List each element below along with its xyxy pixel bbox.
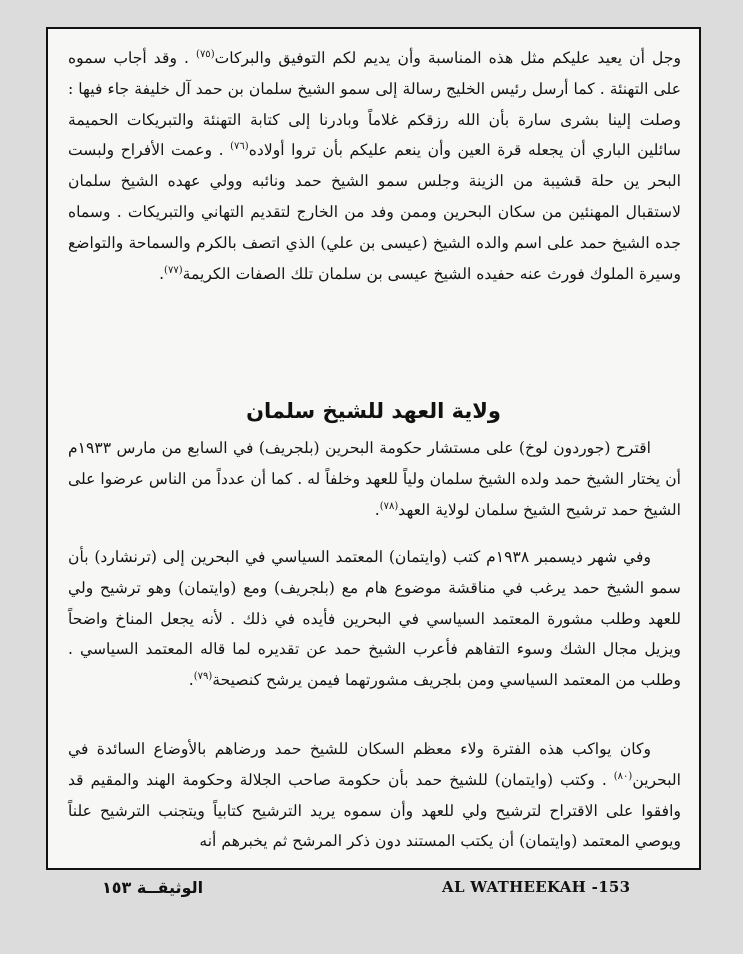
- section-heading: ولاية العهد للشيخ سلمان: [246, 399, 501, 423]
- paragraph-1-text-d: .: [159, 264, 165, 283]
- footnote-ref-78: (٧٨): [379, 500, 399, 512]
- footer-arabic-title: الوثيقــة ١٥٣: [102, 878, 204, 897]
- paragraph-4-text-b: . وكتب (وايتمان) للشيخ حمد بأن حكومة صاحب الجلالة وحكومة الهند والمقيم قد وافقوا على الاقتراح لترشيح ولي للعهد وأن سموه يريد الترشيح كتابياً ويتجنب الترشيح علناً ويوصي المعتمد (وايتمان) أن يكتب المستند دون ذكر المرشح ثم يخبرهم أنه: [68, 770, 681, 851]
- paragraph-3-text-a: وفي شهر ديسمبر ١٩٣٨م كتب (وايتمان) المعتمد السياسي في البحرين إلى (ترنشارد) بأن سمو الشيخ حمد يرغب في مناقشة موضوع هام مع (بلجريف) ومع (وايتمان) وهو ترشيح ولي للعهد وطلب مشورة المعتمد السياسي في البحرين فأيده في ذلك . لأنه يجعل المناخ واضحاً ويزيل مجال الشك وسوء التفاهم فأعرب الشيخ حمد عن تقديره لما قاله المعتمد السياسي . وطلب من المعتمد السياسي ومن بلجريف مشورتهما فيمن يرشح كنصيحة: [68, 548, 681, 690]
- paragraph-1-text-b: . وقد أجاب سموه على التهنئة . كما أرسل رئيس الخليج رسالة إلى سمو الشيخ سلمان بن حمد آل خليفة جاء فيها : وصلت إلينا بشرى سارة بأن الله رزقكم غلاماً وبادرنا إلى كتابة التهنئة والتبريكات الحميمة سائلين الباري أن يجعله قرة العين وأن ينعم عليكم بأن تروا أولاده: [68, 49, 681, 160]
- footnote-ref-79: (٧٩): [193, 671, 213, 682]
- body-paragraph-2: [68, 433, 681, 525]
- footnote-ref-80: (٨٠): [613, 770, 633, 782]
- paragraph-4-text-a: وكان يواكب هذه الفترة ولاء معظم السكان للشيخ حمد ورضاهم بالأوضاع السائدة في البحرين: [68, 740, 681, 789]
- footnote-ref-77: (٧٧): [164, 264, 183, 276]
- page-footer: [46, 878, 701, 904]
- body-paragraph-3: [68, 542, 681, 696]
- paragraph-1-text-a: وجل أن يعيد عليكم مثل هذه المناسبة وأن يديم لكم التوفيق والبركات: [214, 49, 681, 67]
- footnote-ref-75: (٧٥): [196, 48, 215, 60]
- body-paragraph-4: [68, 734, 681, 857]
- footnote-ref-76: (٧٦): [230, 141, 249, 153]
- paragraph-2-text-a: اقترح (جوردون لوخ) على مستشار حكومة البحرين (بلجريف) في السابع من مارس ١٩٣٣م أن يختار الشيخ حمد ولده الشيخ سلمان ولياً للعهد وخلفاً له . كما أن عدداً من الناس عرضوا على الشيخ حمد ترشيح الشيخ سلمان لولاية العهد: [68, 439, 681, 519]
- page-frame: [46, 27, 701, 870]
- body-paragraph-1: [68, 43, 681, 289]
- paragraph-3-text-b: .: [188, 671, 194, 690]
- paragraph-1-text-c: . وعمت الأفراح ولبست البحر ين حلة قشيبة من الزينة وجلس سمو الشيخ حمد ونائبه وولي عهده الشيخ سلمان لاستقبال المهنئين من سكان البحرين وممن وفد من الخارج لتقديم التهاني والتبريكات . وسماه جده الشيخ حمد على اسم والده الشيخ (عيسى بن علي) الذي اتصف بالكرم والسماحة والتواضع وسيرة الملوك فورث عنه حفيده الشيخ عيسى بن سلمان تلك الصفات الكريمة: [68, 141, 681, 283]
- footer-english-title: AL WATHEEKAH -153: [442, 878, 631, 896]
- paragraph-2-text-b: .: [374, 500, 380, 519]
